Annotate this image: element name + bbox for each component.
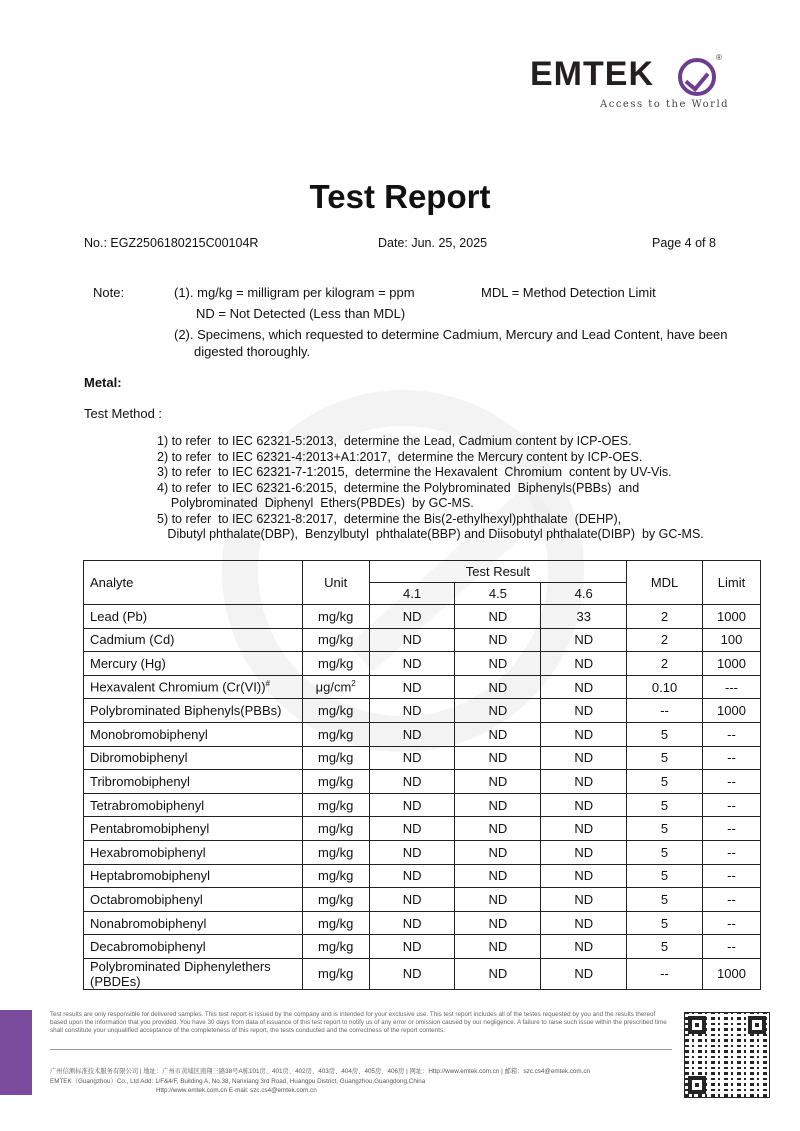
cell-unit-text: mg/kg [317, 939, 354, 955]
footer-accent-bar [0, 1010, 32, 1095]
table-row [84, 746, 761, 770]
cell-analyte [84, 628, 303, 652]
method-item: 5) to refer to IEC 62321-8:2017, determine the Bis(2-ethylhexyl)phthalate (DEHP), [157, 511, 622, 526]
report-date: Date: Jun. 25, 2025 [378, 236, 488, 250]
cell-result-text: ND [488, 939, 508, 955]
section-heading: Metal: [84, 375, 122, 390]
method-item: 1) to refer to IEC 62321-5:2013, determine the Lead, Cadmium content by ICP-OES. [157, 434, 632, 448]
cell-unit [302, 699, 369, 723]
cell-mdl-text: 5 [660, 726, 669, 742]
cell-unit-text: mg/kg [317, 821, 354, 837]
method-item: 2) to refer to IEC 62321-4:2013+A1:2017, determine the Mercury content by ICP-OES. [157, 449, 643, 464]
note-line-3a: (2). Specimens, which requested to determine Cadmium, Mercury and Lead Content, have been [174, 327, 728, 342]
table-row [84, 840, 761, 864]
cell-result-text: ND [402, 939, 422, 955]
cell-limit [702, 605, 760, 629]
cell-limit [702, 675, 760, 699]
cell-unit [302, 958, 369, 989]
cell-analyte [84, 958, 303, 989]
cell-unit [302, 652, 369, 676]
cell-result-text: ND [574, 915, 594, 931]
cell-analyte [84, 675, 303, 699]
cell-limit [702, 888, 760, 912]
cell-unit-text: mg/kg [317, 608, 354, 624]
logo-tagline: Access to the World [600, 99, 730, 110]
note-line-1: (1). mg/kg = milligram per kilogram = ppm [174, 285, 415, 300]
cell-result [369, 628, 455, 652]
table-row [84, 770, 761, 794]
cell-mdl-text: 5 [660, 821, 669, 837]
cell-result [455, 652, 541, 676]
page-number: Page 4 of 8 [652, 236, 716, 250]
cell-analyte-text: Lead (Pb) [90, 608, 148, 624]
address-cn: 广州信测标准技术服务有限公司 | 地址：广州市黄埔区南翔三路38号A栋101房、401房、402房、403房、404房、405房、406房 | 网址：Http://www.emtek.com.cn | 邮箱：szc.cs4@emtek.com.cn [50, 1068, 591, 1075]
cell-result-text: ND [402, 679, 422, 695]
cell-unit-text: mg/kg [317, 966, 354, 982]
cell-analyte-text: Octabromobiphenyl [90, 891, 203, 907]
unit-exponent: 2 [351, 679, 356, 689]
cell-limit [702, 652, 760, 676]
header-sample: 4.1 [369, 583, 455, 605]
cell-unit [302, 793, 369, 817]
method-item: 4) to refer to IEC 62321-6:2015, determine the Polybrominated Biphenyls(PBBs) and [157, 480, 640, 495]
cell-result [541, 864, 627, 888]
cell-analyte [84, 888, 303, 912]
table-row [84, 911, 761, 935]
table-row [84, 628, 761, 652]
table-row [84, 675, 761, 699]
cell-unit [302, 628, 369, 652]
cell-unit [302, 770, 369, 794]
cell-result [541, 888, 627, 912]
test-method-list [157, 434, 704, 543]
cell-analyte [84, 722, 303, 746]
cell-limit [702, 935, 760, 959]
cell-result [455, 911, 541, 935]
cell-mdl [627, 864, 703, 888]
cell-mdl [627, 746, 703, 770]
method-item: Dibutyl phthalate(DBP), Benzylbutyl phthalate(BBP) and Diisobutyl phthalate(DIBP) by GC-MS. [157, 527, 704, 541]
table-row [84, 888, 761, 912]
cell-unit [302, 817, 369, 841]
cell-result-text: ND [402, 915, 422, 931]
cell-result-text: ND [574, 868, 594, 884]
method-item: Polybrominated Diphenyl Ethers(PBDEs) by GC-MS. [157, 496, 474, 510]
cell-unit [302, 605, 369, 629]
cell-result [455, 958, 541, 989]
checkmark-logo-icon [678, 58, 716, 96]
cell-result [369, 722, 455, 746]
cell-analyte-text: Polybrominated Biphenyls(PBBs) [90, 703, 282, 719]
cell-analyte-text: Hexabromobiphenyl [90, 844, 206, 860]
cell-mdl [627, 911, 703, 935]
cell-analyte [84, 652, 303, 676]
cell-result [369, 958, 455, 989]
cell-mdl-text: 5 [660, 915, 669, 931]
cell-result [369, 840, 455, 864]
cell-mdl [627, 958, 703, 989]
cell-analyte [84, 935, 303, 959]
cell-mdl-text: 5 [660, 891, 669, 907]
cell-result [369, 864, 455, 888]
cell-result-text: ND [402, 891, 422, 907]
header-unit: Unit [302, 561, 369, 605]
cell-limit-text: 1000 [717, 655, 746, 671]
cell-unit-text: mg/kg [317, 844, 354, 860]
cell-mdl [627, 817, 703, 841]
cell-limit [702, 746, 760, 770]
cell-result [455, 935, 541, 959]
cell-limit [702, 722, 760, 746]
cell-result-text: ND [574, 821, 594, 837]
cell-result-text: ND [488, 608, 508, 624]
cell-analyte-text: Mercury (Hg) [90, 655, 166, 671]
cell-limit-text: 100 [720, 632, 743, 648]
address-web: Http://www.emtek.com.cn E-mail: szc.cs4@emtek.com.cn [156, 1087, 317, 1095]
cell-result [455, 817, 541, 841]
cell-result [541, 628, 627, 652]
cell-unit [302, 888, 369, 912]
cell-result-text: ND [488, 726, 508, 742]
table-row [84, 817, 761, 841]
cell-mdl-text: 2 [660, 632, 669, 648]
cell-result [455, 770, 541, 794]
cell-result [455, 605, 541, 629]
cell-result [369, 911, 455, 935]
method-item: 3) to refer to IEC 62321-7-1:2015, determine the Hexavalent Chromium content by UV-Vis. [157, 465, 672, 479]
header-mdl: MDL [627, 561, 703, 605]
cell-limit [702, 699, 760, 723]
company-address [50, 1067, 670, 1096]
cell-limit-text: 1000 [717, 703, 746, 719]
cell-mdl [627, 605, 703, 629]
header-sample: 4.6 [541, 583, 627, 605]
cell-unit-text: mg/kg [317, 632, 354, 648]
cell-unit-text: mg/kg [317, 915, 354, 931]
cell-unit [302, 911, 369, 935]
cell-result-text: ND [488, 655, 508, 671]
cell-limit-text: -- [727, 821, 736, 837]
cell-result [541, 652, 627, 676]
table-row [84, 605, 761, 629]
cell-limit [702, 817, 760, 841]
cell-analyte-text: Heptabromobiphenyl [90, 868, 210, 884]
cell-result-text: ND [574, 726, 594, 742]
cell-analyte-text: Monobromobiphenyl [90, 726, 208, 742]
cell-result-text: ND [402, 703, 422, 719]
cell-result [369, 935, 455, 959]
table-row [84, 958, 761, 989]
cell-mdl-text: 5 [660, 844, 669, 860]
cell-unit [302, 935, 369, 959]
cell-result-text: ND [402, 655, 422, 671]
cell-result [541, 793, 627, 817]
cell-mdl [627, 888, 703, 912]
cell-unit-text: mg/kg [317, 655, 354, 671]
table-row [84, 652, 761, 676]
cell-result-text: ND [402, 750, 422, 766]
cell-result [541, 746, 627, 770]
cell-result [369, 605, 455, 629]
cell-unit [302, 840, 369, 864]
cell-mdl-text: 2 [660, 608, 669, 624]
cell-result [541, 605, 627, 629]
cell-result-text: ND [574, 773, 594, 789]
cell-limit-text: 1000 [717, 608, 746, 624]
cell-mdl-text: 2 [660, 655, 669, 671]
cell-limit-text: -- [727, 773, 736, 789]
cell-mdl-text: -- [660, 703, 669, 719]
cell-unit-text: mg/kg [317, 891, 354, 907]
cell-analyte-text: Polybrominated Diphenylethers (PBDEs) [90, 958, 271, 989]
cell-result-text: ND [402, 632, 422, 648]
cell-result-text: ND [574, 966, 594, 982]
cell-mdl [627, 840, 703, 864]
cell-result [455, 675, 541, 699]
note-line-3b: digested thoroughly. [194, 344, 311, 359]
results-table [83, 560, 761, 990]
cell-result-text: ND [574, 679, 594, 695]
cell-analyte-text: Pentabromobiphenyl [90, 821, 210, 837]
cell-analyte-text: Dibromobiphenyl [90, 750, 188, 766]
cell-mdl-text: -- [660, 966, 669, 982]
header-analyte: Analyte [84, 561, 303, 605]
cell-result-text: ND [402, 797, 422, 813]
cell-unit [302, 722, 369, 746]
cell-unit-text: mg/kg [317, 750, 354, 766]
cell-result-text: ND [488, 750, 508, 766]
cell-result-text: ND [488, 821, 508, 837]
cell-result [455, 722, 541, 746]
cell-result-text: ND [488, 703, 508, 719]
cell-result [455, 628, 541, 652]
cell-mdl-text: 0.10 [651, 679, 678, 695]
cell-result-text: ND [488, 844, 508, 860]
cell-analyte-text: Decabromobiphenyl [90, 939, 206, 955]
cell-result [455, 840, 541, 864]
registered-mark: ® [716, 53, 722, 62]
cell-result-text: ND [488, 915, 508, 931]
cell-result-text: ND [402, 726, 422, 742]
cell-mdl [627, 793, 703, 817]
cell-result [369, 888, 455, 912]
cell-result-text: ND [574, 632, 594, 648]
cell-unit [302, 746, 369, 770]
cell-analyte [84, 817, 303, 841]
cell-result [541, 935, 627, 959]
cell-limit-text: -- [727, 726, 736, 742]
cell-analyte [84, 699, 303, 723]
cell-limit [702, 840, 760, 864]
cell-limit-text: -- [727, 891, 736, 907]
cell-result-text: ND [574, 891, 594, 907]
cell-result-text: ND [488, 632, 508, 648]
cell-limit-text: -- [727, 915, 736, 931]
cell-analyte [84, 840, 303, 864]
footer-divider [50, 1049, 672, 1050]
cell-result [541, 817, 627, 841]
cell-analyte [84, 793, 303, 817]
test-method-label: Test Method : [84, 406, 163, 421]
cell-result [541, 958, 627, 989]
cell-result-text: ND [488, 891, 508, 907]
cell-result-text: ND [488, 773, 508, 789]
cell-limit [702, 793, 760, 817]
cell-analyte [84, 605, 303, 629]
cell-result [541, 675, 627, 699]
cell-result [541, 770, 627, 794]
cell-result-text: ND [574, 939, 594, 955]
cell-result-text: ND [402, 821, 422, 837]
cell-result [541, 911, 627, 935]
cell-unit-text: μg/cm [315, 679, 352, 695]
disclaimer-text: Test results are only responsible for delivered samples. This test report is issued by the company and is intended for your exclusive use. This test report includes all of the testes requested by you and the results thereof based upon the information that you provided. You have 30 days from data of issuance of this test report to notify us of any error or omission caused by our negligence. A failure to raise such issue within the prescribed time shall constitute your unqualified acceptance of the completeness of this report, the tests conducted and the correctness of the report contents. [50, 1011, 667, 1035]
note-line-1b: MDL = Method Detection Limit [481, 285, 656, 300]
cell-result [455, 864, 541, 888]
cell-result [455, 888, 541, 912]
cell-result [455, 746, 541, 770]
header-test-result: Test Result [369, 561, 626, 583]
cell-result [541, 699, 627, 723]
cell-limit-text: --- [724, 679, 738, 695]
cell-result-text: ND [574, 655, 594, 671]
cell-limit [702, 911, 760, 935]
cell-mdl-text: 5 [660, 868, 669, 884]
table-row [84, 793, 761, 817]
cell-analyte [84, 864, 303, 888]
cell-result-text: ND [488, 679, 508, 695]
cell-limit [702, 628, 760, 652]
cell-mdl [627, 935, 703, 959]
cell-limit-text: -- [727, 750, 736, 766]
header-sample: 4.5 [455, 583, 541, 605]
cell-unit-text: mg/kg [317, 773, 354, 789]
header-limit: Limit [702, 561, 760, 605]
cell-mdl-text: 5 [660, 750, 669, 766]
cell-result-text: ND [574, 703, 594, 719]
cell-mdl [627, 699, 703, 723]
cell-analyte [84, 911, 303, 935]
report-number: No.: EGZ2506180215C00104R [84, 236, 259, 250]
logo-text: EMTEK [530, 55, 654, 93]
cell-unit [302, 864, 369, 888]
cell-result [369, 699, 455, 723]
cell-result [369, 770, 455, 794]
cell-limit [702, 770, 760, 794]
cell-result [369, 652, 455, 676]
cell-unit-text: mg/kg [317, 797, 354, 813]
cell-mdl [627, 770, 703, 794]
cell-limit-text: 1000 [717, 966, 746, 982]
cell-limit-text: -- [727, 797, 736, 813]
cell-result-text: ND [488, 966, 508, 982]
cell-mdl-text: 5 [660, 939, 669, 955]
cell-limit [702, 864, 760, 888]
cell-result-text: 33 [576, 608, 591, 624]
cell-limit-text: -- [727, 844, 736, 860]
table-row [84, 699, 761, 723]
cell-unit-text: mg/kg [317, 726, 354, 742]
cell-result-text: ND [574, 750, 594, 766]
note-label: Note: [93, 285, 125, 300]
cell-result-text: ND [402, 773, 422, 789]
cell-mdl [627, 675, 703, 699]
cell-result [455, 793, 541, 817]
table-row [84, 935, 761, 959]
table-row [84, 864, 761, 888]
company-logo [530, 55, 730, 115]
cell-analyte [84, 746, 303, 770]
cell-analyte [84, 770, 303, 794]
cell-result [541, 722, 627, 746]
cell-result-text: ND [402, 844, 422, 860]
cell-result-text: ND [402, 868, 422, 884]
cell-result [455, 699, 541, 723]
cell-mdl-text: 5 [660, 773, 669, 789]
cell-result-text: ND [574, 844, 594, 860]
cell-result-text: ND [488, 797, 508, 813]
cell-result [369, 817, 455, 841]
cell-mdl [627, 652, 703, 676]
cell-analyte-text: Tetrabromobiphenyl [90, 797, 205, 813]
cell-unit-text: mg/kg [317, 868, 354, 884]
cell-mdl-text: 5 [660, 797, 669, 813]
cell-result [369, 793, 455, 817]
note-line-2: ND = Not Detected (Less than MDL) [196, 306, 406, 321]
cell-result-text: ND [402, 966, 422, 982]
cell-analyte-text: Hexavalent Chromium (Cr(VI)) [90, 679, 266, 695]
table-row [84, 722, 761, 746]
cell-analyte-text: Nonabromobiphenyl [90, 915, 207, 931]
cell-analyte-text: Tribromobiphenyl [90, 773, 190, 789]
cell-result-text: ND [488, 868, 508, 884]
page-title: Test Report [309, 178, 491, 215]
cell-mdl [627, 628, 703, 652]
cell-unit-text: mg/kg [317, 703, 354, 719]
cell-limit [702, 958, 760, 989]
cell-result [541, 840, 627, 864]
cell-mdl [627, 722, 703, 746]
cell-limit-text: -- [727, 939, 736, 955]
cell-limit-text: -- [727, 868, 736, 884]
qr-code-icon [684, 1012, 770, 1098]
cell-analyte-text: Cadmium (Cd) [90, 632, 175, 648]
cell-result [369, 746, 455, 770]
cell-result-text: ND [402, 608, 422, 624]
cell-unit [302, 675, 369, 699]
address-en: EMTEK（Guangzhou）Co., Ltd Add: 1/F&4/F, Building A, No.38, Nanxiang 3rd Road, Huangpu District, Guangzhou,Guangdong,China [50, 1077, 426, 1085]
cell-result-text: ND [574, 797, 594, 813]
footnote-marker: # [265, 679, 270, 689]
cell-result [369, 675, 455, 699]
